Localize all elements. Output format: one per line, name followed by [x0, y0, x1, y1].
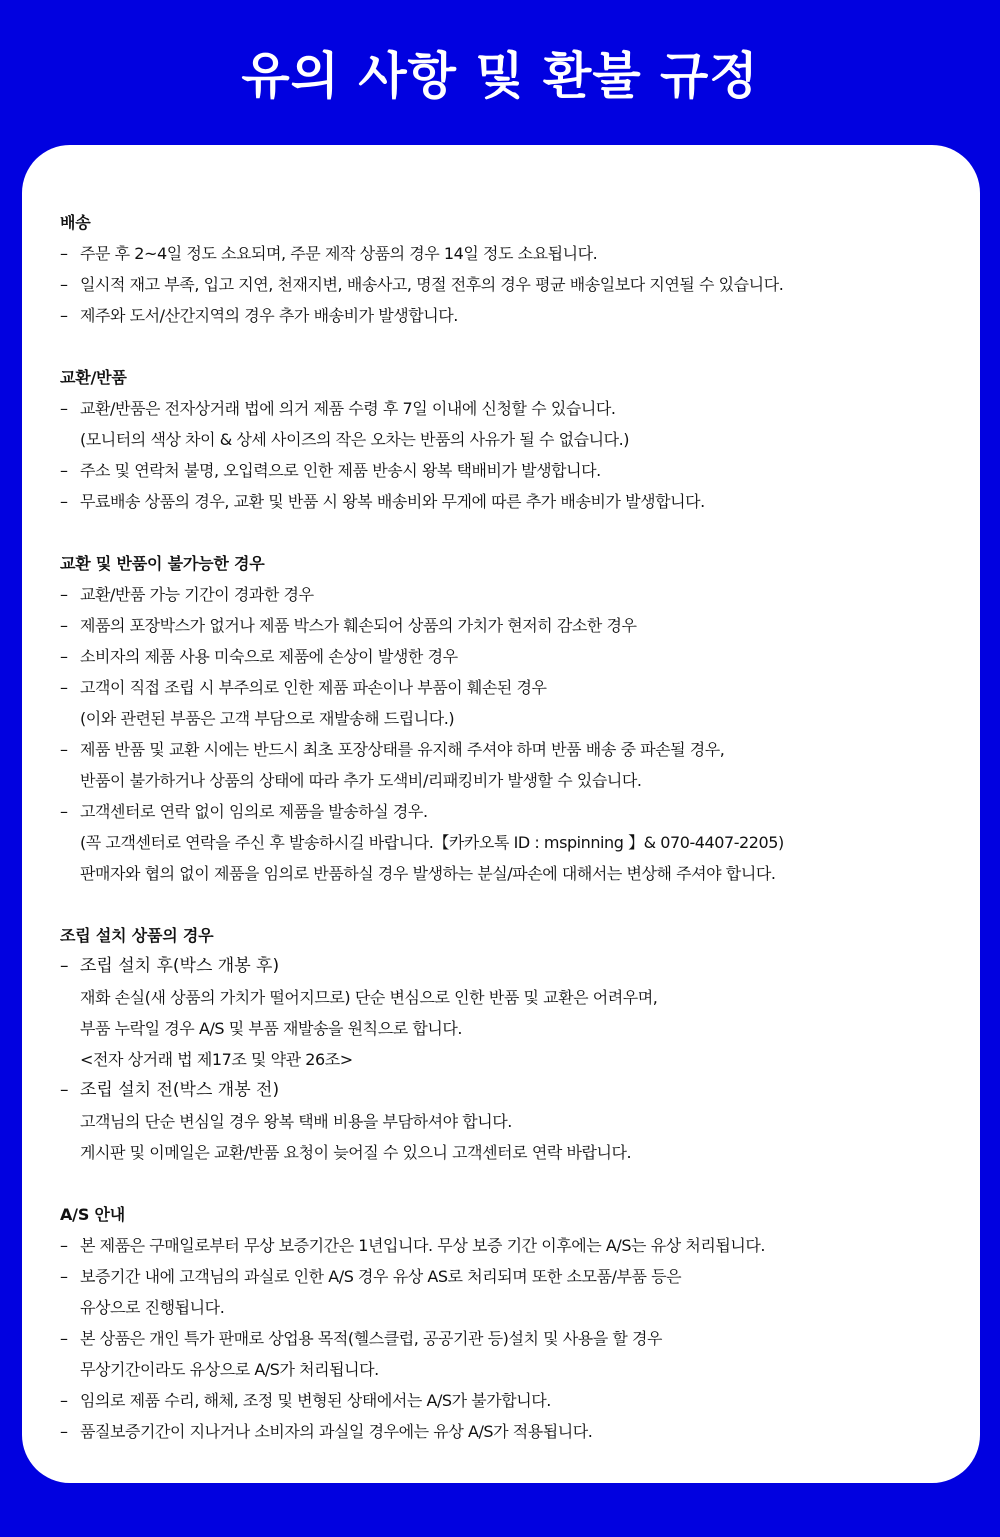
- policy-item: [60, 486, 960, 517]
- item-continuation-line: 무상기간이라도 유상으로 A/S가 처리됩니다.: [80, 1360, 379, 1379]
- item-line: [60, 486, 960, 517]
- policy-section: [60, 920, 960, 1168]
- dash-bullet: –: [60, 461, 68, 480]
- policy-card: [22, 145, 980, 1483]
- item-text: 주문 후 2~4일 정도 소요되며, 주문 제작 상품의 경우 14일 정도 소요됩니다.: [80, 244, 598, 263]
- dash-bullet: –: [60, 956, 69, 976]
- section-heading: A/S 안내: [60, 1205, 126, 1224]
- item-text: 조립 설치 후(박스 개봉 후): [80, 956, 280, 976]
- item-text: 교환/반품은 전자상거래 법에 의거 제품 수령 후 7일 이내에 신청할 수 있습니다.: [80, 399, 616, 418]
- policy-item: [60, 269, 960, 300]
- policy-item: [60, 300, 960, 331]
- dash-bullet: –: [60, 1080, 69, 1100]
- item-line: [60, 1416, 960, 1447]
- item-text: 고객이 직접 조립 시 부주의로 인한 제품 파손이나 부품이 훼손된 경우: [80, 678, 547, 697]
- item-line: [60, 393, 960, 424]
- item-text: 조립 설치 전(박스 개봉 전): [80, 1080, 280, 1100]
- policy-item: [60, 1416, 960, 1447]
- item-text: 품질보증기간이 지나거나 소비자의 과실일 경우에는 유상 A/S가 적용됩니다.: [80, 1422, 593, 1441]
- item-line: [60, 1230, 960, 1261]
- policy-item: [60, 455, 960, 486]
- item-line: [60, 610, 960, 641]
- page-title: 유의 사항 및 환불 규정: [241, 47, 759, 105]
- item-line: [60, 951, 960, 982]
- item-line: [60, 1075, 960, 1106]
- dash-bullet: –: [60, 1267, 68, 1286]
- item-line: [60, 734, 960, 765]
- item-line: [60, 796, 960, 827]
- item-text: 본 제품은 구매일로부터 무상 보증기간은 1년입니다. 무상 보증 기간 이후에는 A/S는 유상 처리됩니다.: [80, 1236, 766, 1255]
- item-text: 본 상품은 개인 특가 판매로 상업용 목적(헬스클럽, 공공기관 등)설치 및 사용을 할 경우: [80, 1329, 663, 1348]
- dash-bullet: –: [60, 306, 68, 325]
- item-line: [60, 1261, 960, 1292]
- policy-item: [60, 238, 960, 269]
- policy-section: [60, 207, 960, 331]
- item-continuation-line: (모니터의 색상 차이 & 상세 사이즈의 작은 오차는 반품의 사유가 될 수 없습니다.): [80, 430, 630, 449]
- section-heading: 조립 설치 상품의 경우: [60, 926, 214, 945]
- item-text: 교환/반품 가능 기간이 경과한 경우: [80, 585, 314, 604]
- dash-bullet: –: [60, 492, 68, 511]
- policy-item: [60, 951, 960, 1075]
- item-continuation-line: 판매자와 협의 없이 제품을 임의로 반품하실 경우 발생하는 분실/파손에 대해서는 변상해 주셔야 합니다.: [80, 864, 776, 883]
- item-line: [60, 579, 960, 610]
- item-text: 제품 반품 및 교환 시에는 반드시 최초 포장상태를 유지해 주셔야 하며 반품 배송 중 파손될 경우,: [80, 740, 725, 759]
- item-continuation-line: (꼭 고객센터로 연락을 주신 후 발송하시길 바랍니다.【카카오톡 ID : mspinning 】& 070-4407-2205): [80, 833, 784, 852]
- item-line: [60, 672, 960, 703]
- policy-item: [60, 796, 960, 889]
- item-continuation-line: 반품이 불가하거나 상품의 상태에 따라 추가 도색비/리패킹비가 발생할 수 있습니다.: [80, 771, 642, 790]
- item-continuation-line: 부품 누락일 경우 A/S 및 부품 재발송을 원칙으로 합니다.: [80, 1019, 462, 1038]
- item-text: 임의로 제품 수리, 해체, 조정 및 변형된 상태에서는 A/S가 불가합니다.: [80, 1391, 551, 1410]
- item-text: 제품의 포장박스가 없거나 제품 박스가 훼손되어 상품의 가치가 현저히 감소한 경우: [80, 616, 637, 635]
- policy-item: [60, 1230, 960, 1261]
- item-continuation-line: 고객님의 단순 변심일 경우 왕복 택배 비용을 부담하셔야 합니다.: [80, 1112, 512, 1131]
- dash-bullet: –: [60, 1236, 68, 1255]
- section-heading: 배송: [60, 213, 91, 232]
- policy-section: [60, 1199, 960, 1447]
- item-line: [60, 455, 960, 486]
- policy-item: [60, 610, 960, 641]
- item-text: 고객센터로 연락 없이 임의로 제품을 발송하실 경우.: [80, 802, 428, 821]
- dash-bullet: –: [60, 275, 68, 294]
- policy-item: [60, 579, 960, 610]
- item-line: [60, 238, 960, 269]
- item-continuation-line: <전자 상거래 법 제17조 및 약관 26조>: [80, 1050, 353, 1069]
- item-line: [60, 269, 960, 300]
- item-text: 무료배송 상품의 경우, 교환 및 반품 시 왕복 배송비와 무게에 따른 추가 배송비가 발생합니다.: [80, 492, 705, 511]
- item-continuation-line: (이와 관련된 부품은 고객 부담으로 재발송해 드립니다.): [80, 709, 455, 728]
- policy-item: [60, 1385, 960, 1416]
- item-text: 일시적 재고 부족, 입고 지연, 천재지변, 배송사고, 명절 전후의 경우 평균 배송일보다 지연될 수 있습니다.: [80, 275, 784, 294]
- policy-item: [60, 641, 960, 672]
- item-line: [60, 1385, 960, 1416]
- policy-item: [60, 1323, 960, 1385]
- item-text: 주소 및 연락처 불명, 오입력으로 인한 제품 반송시 왕복 택배비가 발생합니다.: [80, 461, 601, 480]
- policy-item: [60, 393, 960, 455]
- item-continuation-line: 유상으로 진행됩니다.: [80, 1298, 225, 1317]
- item-line: [60, 300, 960, 331]
- item-continuation-line: 게시판 및 이메일은 교환/반품 요청이 늦어질 수 있으니 고객센터로 연락 바랍니다.: [80, 1143, 632, 1162]
- dash-bullet: –: [60, 678, 68, 697]
- item-text: 소비자의 제품 사용 미숙으로 제품에 손상이 발생한 경우: [80, 647, 458, 666]
- dash-bullet: –: [60, 647, 68, 666]
- section-heading: 교환 및 반품이 불가능한 경우: [60, 554, 265, 573]
- dash-bullet: –: [60, 1422, 68, 1441]
- item-text: 제주와 도서/산간지역의 경우 추가 배송비가 발생합니다.: [80, 306, 458, 325]
- item-text: 보증기간 내에 고객님의 과실로 인한 A/S 경우 유상 AS로 처리되며 또한 소모품/부품 등은: [80, 1267, 682, 1286]
- policy-item: [60, 672, 960, 734]
- item-continuation-line: 재화 손실(새 상품의 가치가 떨어지므로) 단순 변심으로 인한 반품 및 교환은 어려우며,: [80, 988, 658, 1007]
- policy-item: [60, 734, 960, 796]
- item-line: [60, 1323, 960, 1354]
- dash-bullet: –: [60, 1391, 68, 1410]
- policy-section: [60, 548, 960, 889]
- dash-bullet: –: [60, 585, 68, 604]
- policy-section: [60, 362, 960, 517]
- dash-bullet: –: [60, 244, 68, 263]
- dash-bullet: –: [60, 1329, 68, 1348]
- policy-item: [60, 1075, 960, 1168]
- item-line: [60, 641, 960, 672]
- dash-bullet: –: [60, 802, 68, 821]
- policy-item: [60, 1261, 960, 1323]
- dash-bullet: –: [60, 740, 68, 759]
- section-heading: 교환/반품: [60, 368, 127, 387]
- dash-bullet: –: [60, 616, 68, 635]
- dash-bullet: –: [60, 399, 68, 418]
